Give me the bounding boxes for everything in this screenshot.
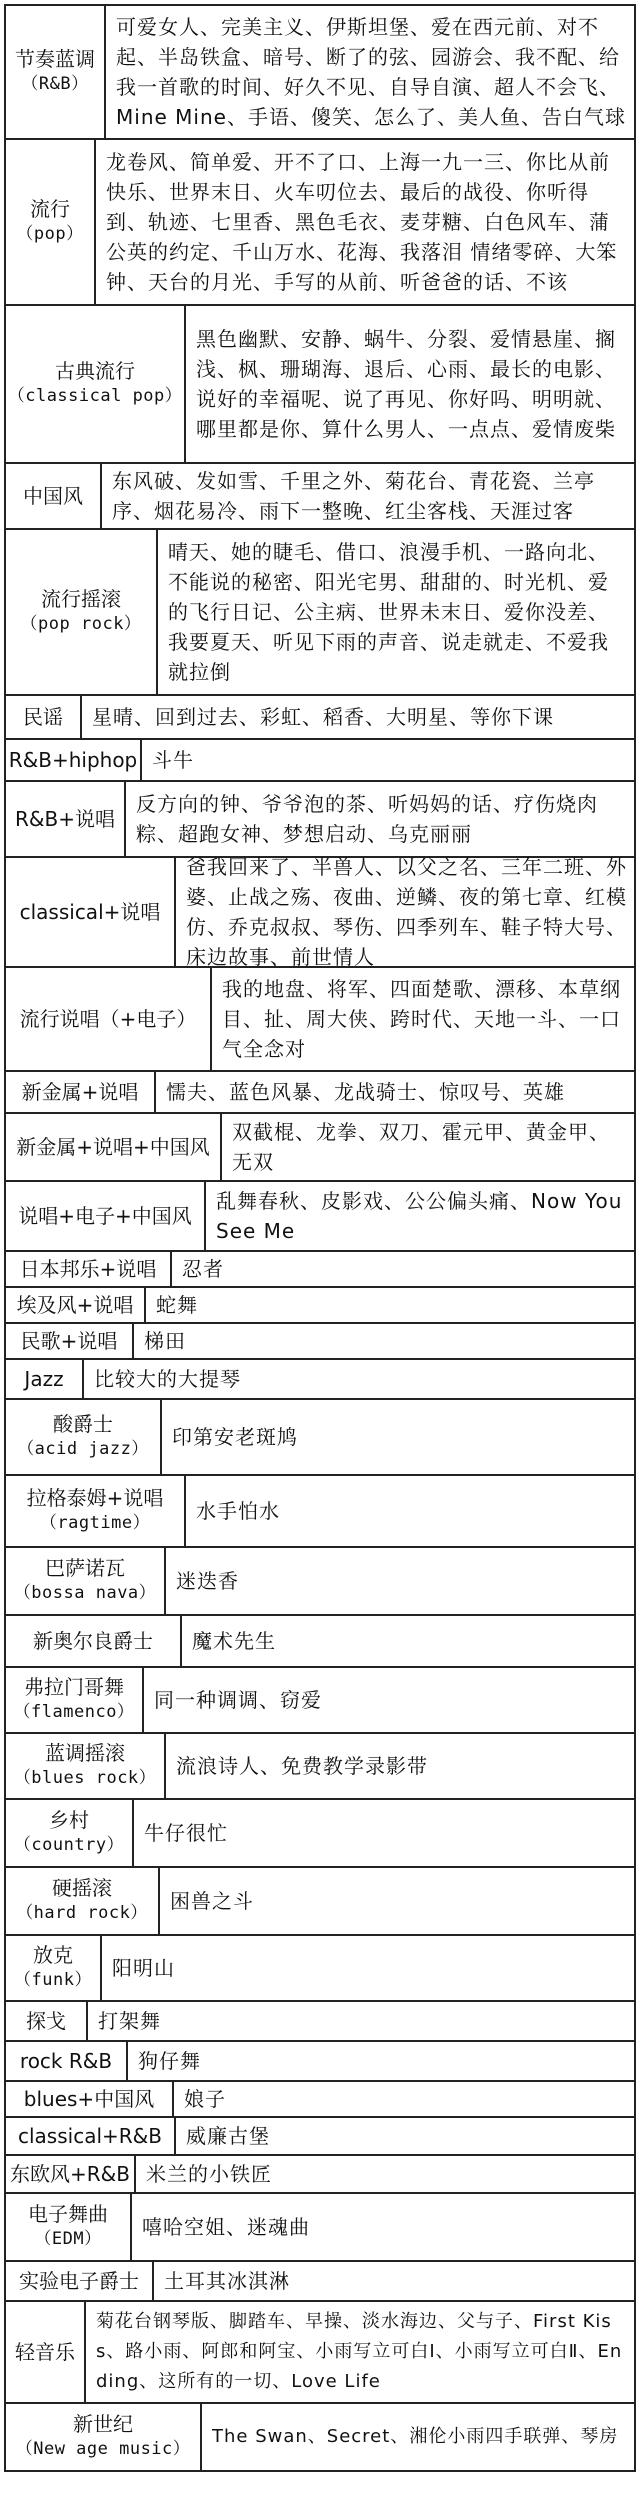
genre-cell (6, 464, 102, 528)
songs-text: 乱舞春秋、皮影戏、公公偏头痛、Now You See Me (216, 1189, 623, 1243)
table-row (4, 2156, 636, 2194)
table-row (4, 968, 636, 1072)
genre-label-en: （pop） (16, 224, 84, 244)
songs-cell (176, 855, 634, 969)
table-row (4, 1668, 636, 1734)
table-row (4, 140, 636, 306)
genre-label: 巴萨诺瓦 (45, 1556, 125, 1580)
songs-cell (84, 1360, 634, 1398)
genre-cell (6, 1668, 144, 1732)
songs-text: 可爱女人、完美主义、伊斯坦堡、爱在西元前、对不起、半岛铁盒、暗号、断了的弦、园游会、我不配、给我一首歌的时间、好久不见、自导自演、超人不会飞、Mine Mine、手语、傻笑、怎么了、美人鱼、告白气球 (116, 15, 626, 129)
songs-text: 斗牛 (152, 748, 194, 772)
genre-label: 实验电子爵士 (19, 2268, 139, 2293)
genre-label: 节奏蓝调 (15, 47, 95, 71)
genre-label-en: （acid jazz） (17, 1439, 149, 1459)
table-row (4, 1400, 636, 1476)
songs-cell (222, 1114, 634, 1180)
songs-text: 土耳其冰淇淋 (164, 2269, 290, 2293)
genre-label: 蓝调摇滚 (45, 1741, 125, 1765)
songs-cell (142, 740, 634, 780)
genre-cell (6, 2042, 128, 2080)
songs-text: 反方向的钟、爷爷泡的茶、听妈妈的话、疗伤烧肉粽、超跑女神、梦想启动、乌克丽丽 (136, 792, 598, 846)
genre-label: 流行说唱（+电子） (19, 1006, 197, 1031)
songs-text: 龙卷风、简单爱、开不了口、上海一九一三、你比从前快乐、世界末日、火车叨位去、最后的战役、你听得到、轨迹、七里香、黑色毛衣、麦芽糖、白色风车、蒲公英的约定、千山万水、花海、我落泪 情绪零碎、大笨钟、天台的月光、手写的从前、听爸爸的话、不该 (106, 150, 618, 294)
genre-cell (6, 1936, 102, 2000)
genre-cell (6, 530, 158, 694)
genre-cell (6, 740, 142, 780)
genre-cell (6, 2404, 202, 2470)
genre-label: 民谣 (23, 704, 63, 729)
songs-cell (172, 1252, 634, 1286)
genre-label-en: （classical pop） (7, 386, 183, 406)
table-row (4, 2082, 636, 2118)
songs-cell (102, 464, 634, 528)
genre-cell (6, 1324, 134, 1358)
genre-label: 民歌+说唱 (20, 1328, 118, 1353)
songs-cell (182, 1616, 634, 1666)
songs-cell (134, 1324, 634, 1358)
genre-cell (6, 782, 126, 856)
genre-label-en: （funk） (14, 1970, 92, 1990)
table-row (4, 2118, 636, 2156)
genre-cell (6, 2082, 174, 2116)
table-row (4, 1114, 636, 1182)
songs-cell (154, 2262, 634, 2300)
genre-label: 日本邦乐+说唱 (19, 1256, 157, 1281)
songs-cell (174, 2082, 634, 2116)
songs-cell (82, 696, 634, 738)
genre-cell (6, 2194, 132, 2260)
songs-text: 黑色幽默、安静、蜗牛、分裂、爱情悬崖、搁浅、枫、珊瑚海、退后、心雨、最长的电影、说好的幸福呢、说了再见、你好吗、明明就、哪里都是你、算什么男人、一点点、爱情废柴 (196, 327, 616, 441)
table-row (4, 1072, 636, 1114)
songs-cell (166, 1734, 634, 1798)
songs-text: 娘子 (184, 2087, 226, 2111)
genre-label-en: （flamenco） (13, 1702, 135, 1722)
genre-label: 新金属+说唱+中国风 (16, 1134, 210, 1159)
songs-text: The Swan、Secret、湘伦小雨四手联弹、琴房 (212, 2426, 619, 2447)
genre-cell (6, 2156, 136, 2192)
songs-cell (86, 2302, 634, 2402)
table-row (4, 1476, 636, 1548)
table-row (4, 1324, 636, 1360)
songs-text: 印第安老斑鸠 (172, 1425, 298, 1449)
genre-label: 探戈 (26, 2008, 66, 2033)
table-row (4, 2042, 636, 2082)
genre-cell (6, 1868, 160, 1934)
songs-text: 魔术先生 (192, 1629, 276, 1653)
genre-label: 流行 (30, 197, 70, 221)
table-row (4, 1616, 636, 1668)
genre-cell (6, 858, 176, 966)
songs-text: 米兰的小铁匠 (146, 2162, 272, 2186)
songs-text: 我的地盘、将军、四面楚歌、漂移、本草纲目、扯、周大侠、跨时代、天地一斗、一口气全念对 (222, 977, 621, 1061)
songs-cell (102, 1936, 634, 2000)
genre-label: 拉格泰姆+说唱 (26, 1486, 164, 1510)
songs-text: 忍者 (182, 1257, 224, 1281)
songs-cell (96, 140, 634, 304)
genre-label-en: （country） (13, 1835, 125, 1855)
table-row (4, 1252, 636, 1288)
genre-label: 弗拉门哥舞 (24, 1675, 124, 1699)
table-row (4, 1868, 636, 1936)
songs-text: 打架舞 (98, 2009, 161, 2033)
genre-cell (6, 1114, 222, 1180)
songs-text: 水手怕水 (196, 1499, 280, 1523)
songs-text: 牛仔很忙 (144, 1821, 228, 1845)
songs-cell (156, 1072, 634, 1112)
songs-cell (132, 2194, 634, 2260)
genre-label-en: （bossa nava） (13, 1583, 157, 1603)
table-row (4, 1360, 636, 1400)
genre-cell (6, 2118, 176, 2154)
table-row (4, 1182, 636, 1252)
songs-text: 菊花台钢琴版、脚踏车、早操、淡水海边、父与子、First Kiss、路小雨、阿郎和阿宝、小雨写立可白Ⅰ、小雨写立可白Ⅱ、Ending、这所有的一切、Love Life (96, 2311, 623, 2392)
genre-label: 新金属+说唱 (21, 1079, 139, 1104)
genre-cell (6, 2302, 86, 2402)
songs-cell (134, 1800, 634, 1866)
genre-cell (6, 1476, 186, 1546)
songs-text: 懦夫、蓝色风暴、龙战骑士、惊叹号、英雄 (166, 1080, 565, 1104)
table-row (4, 740, 636, 782)
songs-cell (106, 6, 634, 138)
table-row (4, 1936, 636, 2002)
genre-label: 新世纪 (73, 2412, 133, 2436)
genre-label: 硬摇滚 (52, 1876, 112, 1900)
table-row (4, 782, 636, 858)
songs-cell (144, 1668, 634, 1732)
genre-label: R&B+hiphop (8, 747, 138, 772)
genre-label: 轻音乐 (15, 2339, 75, 2364)
songs-text: 双截棍、龙拳、双刀、霍元甲、黄金甲、无双 (232, 1120, 610, 1174)
table-row (4, 2302, 636, 2404)
genre-cell (6, 2002, 88, 2040)
songs-cell (166, 1548, 634, 1614)
table-row (4, 1734, 636, 1800)
genre-label: 古典流行 (55, 359, 135, 383)
genre-cell (6, 2262, 154, 2300)
genre-label-en: （R&B） (21, 74, 89, 94)
genre-label: 酸爵士 (53, 1412, 113, 1436)
songs-cell (126, 782, 634, 856)
songs-cell (158, 530, 634, 694)
genre-cell (6, 1800, 134, 1866)
table-row (4, 1288, 636, 1324)
genre-label: 东欧风+R&B (10, 2161, 130, 2186)
genre-cell (6, 1548, 166, 1614)
genre-label: 埃及风+说唱 (16, 1292, 134, 1317)
genre-label: blues+中国风 (23, 2086, 155, 2111)
genre-cell (6, 1072, 156, 1112)
genre-cell (6, 6, 106, 138)
songs-cell (162, 1400, 634, 1474)
genre-cell (6, 1616, 182, 1666)
songs-cell (202, 2404, 634, 2470)
genre-label-en: （pop rock） (20, 614, 142, 634)
genre-label-en: （EDM） (34, 2229, 102, 2249)
songs-text: 爸我回来了、半兽人、以父之名、三年二班、外婆、止战之殇、夜曲、逆鳞、夜的第七章、红模仿、乔克叔叔、琴伤、四季列车、鞋子特大号、床边故事、前世情人 (186, 855, 627, 969)
songs-cell (160, 1868, 634, 1934)
songs-cell (146, 1288, 634, 1322)
table-row (4, 1548, 636, 1616)
songs-text: 流浪诗人、免费教学录影带 (176, 1754, 428, 1778)
genre-cell (6, 1288, 146, 1322)
songs-text: 比较大的大提琴 (94, 1367, 241, 1391)
songs-cell (212, 968, 634, 1070)
songs-text: 困兽之斗 (170, 1889, 254, 1913)
songs-text: 同一种调调、窃爱 (154, 1688, 322, 1712)
table-row (4, 306, 636, 464)
table-row (4, 2002, 636, 2042)
songs-cell (88, 2002, 634, 2040)
genre-cell (6, 696, 82, 738)
table-row (4, 6, 636, 140)
genre-cell (6, 1734, 166, 1798)
songs-cell (186, 1476, 634, 1546)
songs-cell (176, 2118, 634, 2154)
songs-text: 嘻哈空姐、迷魂曲 (142, 2215, 310, 2239)
genre-label: classical+说唱 (19, 899, 161, 924)
genre-label-en: （hard rock） (16, 1903, 148, 1923)
songs-text: 迷迭香 (176, 1569, 239, 1593)
table-row (4, 2404, 636, 2472)
genre-cell (6, 306, 186, 462)
genre-label-en: （blues rock） (13, 1768, 157, 1788)
songs-text: 蛇舞 (156, 1293, 198, 1317)
songs-cell (128, 2042, 634, 2080)
table-row (4, 855, 636, 969)
genre-label: 说唱+电子+中国风 (18, 1203, 192, 1228)
genre-label: Jazz (24, 1366, 64, 1391)
songs-cell (206, 1182, 634, 1250)
songs-text: 威廉古堡 (186, 2124, 270, 2148)
table-row (4, 696, 636, 740)
genre-label-en: （ragtime） (39, 1513, 151, 1533)
genre-label-en: （New age music） (15, 2439, 191, 2459)
genre-label: R&B+说唱 (15, 806, 115, 831)
songs-cell (136, 2156, 634, 2192)
table-row (4, 530, 636, 696)
table-row (4, 2194, 636, 2262)
genre-label: 新奥尔良爵士 (33, 1628, 153, 1653)
genre-label: 电子舞曲 (28, 2202, 108, 2226)
table-row (4, 464, 636, 530)
genre-cell (6, 1182, 206, 1250)
songs-text: 东风破、发如雪、千里之外、菊花台、青花瓷、兰亭序、烟花易冷、雨下一整晚、红尘客栈、天涯过客 (112, 469, 595, 523)
songs-text: 阳明山 (112, 1956, 175, 1980)
songs-text: 星晴、回到过去、彩虹、稻香、大明星、等你下课 (92, 705, 554, 729)
table-row (4, 1800, 636, 1868)
genre-label: 放克 (33, 1943, 73, 1967)
songs-text: 晴天、她的睫毛、借口、浪漫手机、一路向北、不能说的秘密、阳光宅男、甜甜的、时光机、爱的飞行日记、公主病、世界未末日、爱你没差、我要夏天、听见下雨的声音、说走就走、不爱我就拉倒 (168, 540, 609, 684)
genre-cell (6, 140, 96, 304)
songs-text: 梯田 (144, 1329, 186, 1353)
genre-cell (6, 1360, 84, 1398)
songs-cell (186, 306, 634, 462)
genre-label: 中国风 (23, 483, 83, 508)
songs-text: 狗仔舞 (138, 2049, 201, 2073)
genre-cell (6, 1400, 162, 1474)
genre-label: rock R&B (19, 2048, 113, 2073)
genre-label: 流行摇滚 (41, 587, 121, 611)
genre-cell (6, 968, 212, 1070)
genre-cell (6, 1252, 172, 1286)
table-row (4, 2262, 636, 2302)
genre-label: classical+R&B (18, 2123, 162, 2148)
genre-table (4, 4, 636, 2472)
genre-label: 乡村 (49, 1808, 89, 1832)
